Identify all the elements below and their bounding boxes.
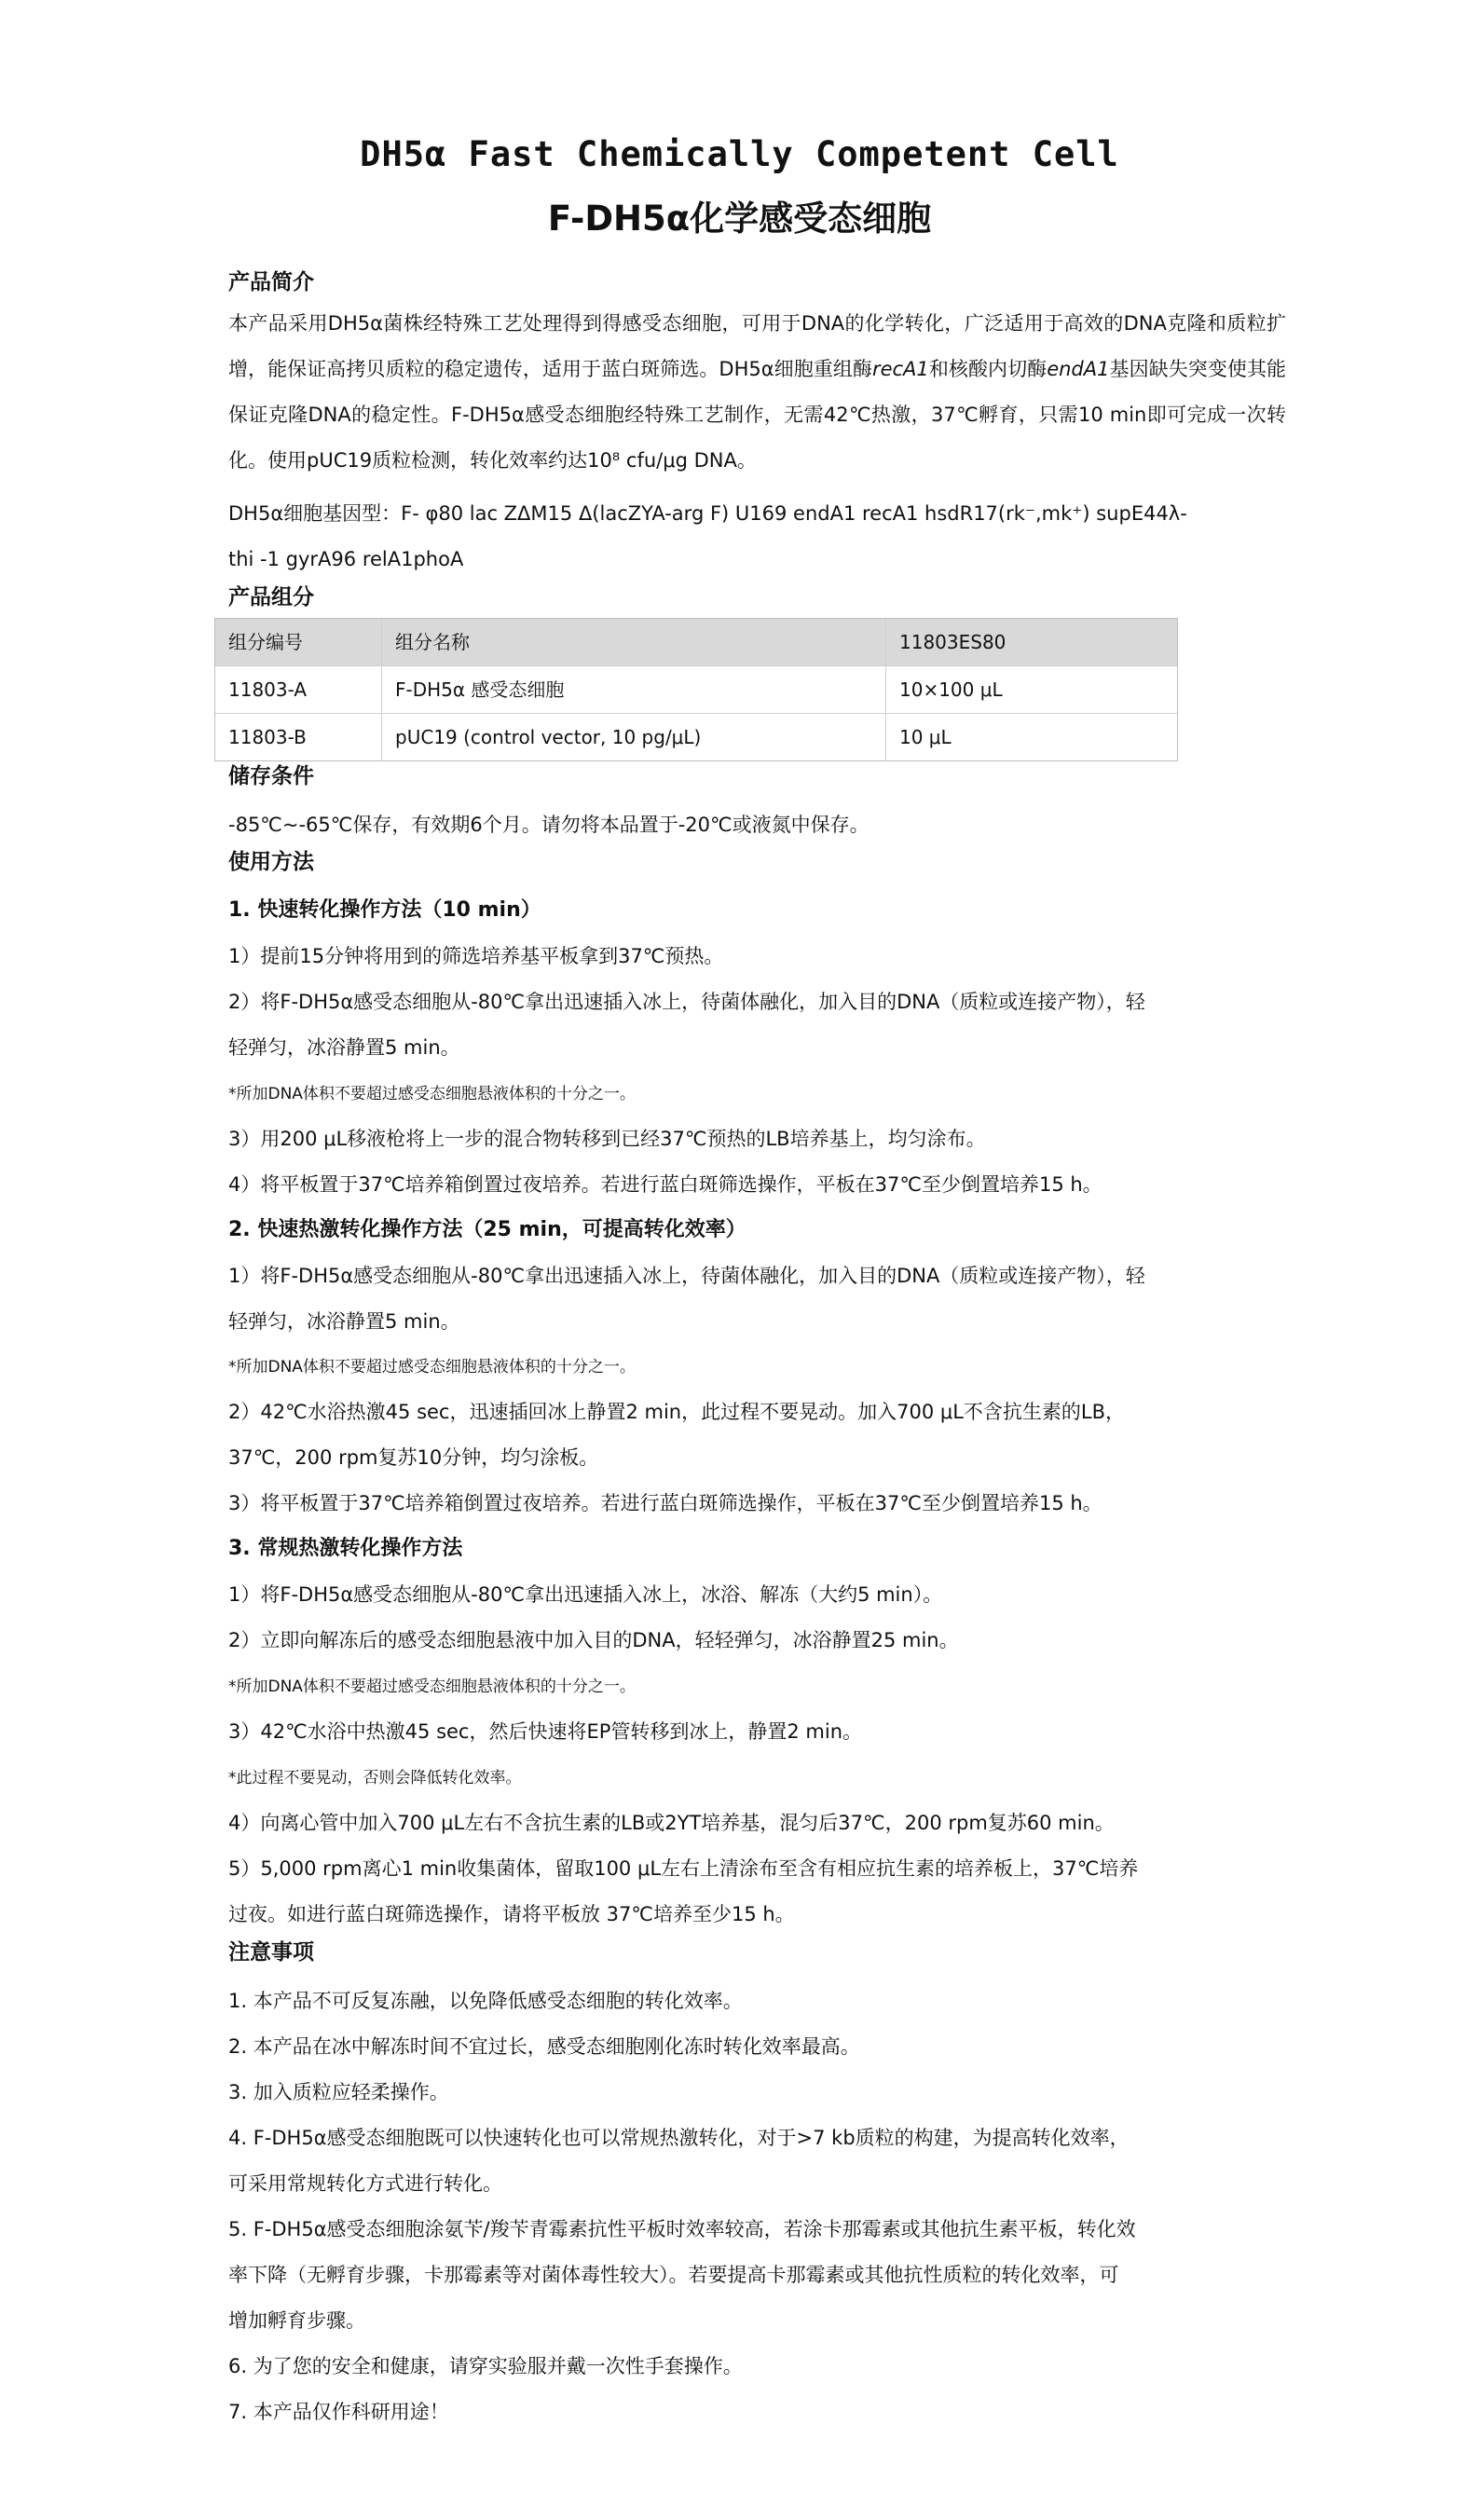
method-1-step-3: 3）用200 μL移液枪将上一步的混合物转移到已经37℃预热的LB培养基上，均匀涂布。: [228, 1128, 986, 1150]
note-item-5-cont-2: 增加孵育步骤。: [228, 2309, 365, 2332]
note-item-7: 7. 本产品仅作科研用途！: [228, 2401, 449, 2423]
method-3-title: 3. 常规热激转化操作方法: [228, 1537, 463, 1560]
note-item-2: 2. 本产品在冰中解冻时间不宜过长，感受态细胞刚化冻时转化效率最高。: [228, 2035, 860, 2058]
method-1-title: 1. 快速转化操作方法（10 min）: [228, 898, 541, 922]
method-3-note-1: *所加DNA体积不要超过感受态细胞悬液体积的十分之一。: [228, 1678, 636, 1696]
method-2-step-2: 2）42℃水浴热激45 sec，迅速插回冰上静置2 min，此过程不要晃动。加入700 μL不含抗生素的LB，: [228, 1401, 1126, 1423]
table-row: [215, 665, 1177, 713]
section-heading-components: 产品组分: [228, 585, 314, 609]
note-item-5: 5. F-DH5α感受态细胞涂氨苄/羧苄青霉素抗性平板时效率较高，若涂卡那霉素或其他抗生素平板，转化效: [228, 2218, 1136, 2240]
intro-text-3: 基因缺失突变使其能保证克隆DNA的稳定性。F-DH5α感受态细胞经特殊工艺制作，无需42℃热激，37℃孵育，只需10 min即可完成一次转化。使用pUC19质粒检测，转化效率约达10⁸ cfu/μg DNA。: [228, 358, 1287, 472]
method-1-step-1: 1）提前15分钟将用到的筛选培养基平板拿到37℃预热。: [228, 945, 724, 967]
note-item-3: 3. 加入质粒应轻柔操作。: [228, 2081, 449, 2103]
section-heading-usage: 使用方法: [228, 850, 314, 874]
method-3-step-2: 2）立即向解冻后的感受态细胞悬液中加入目的DNA，轻轻弹匀，冰浴静置25 min。: [228, 1629, 959, 1651]
gene-reca1: recA1: [871, 358, 929, 380]
method-2-step-2-cont: 37℃，200 rpm复苏10分钟，均匀涂板。: [228, 1446, 599, 1469]
gene-enda1: endA1: [1047, 358, 1110, 380]
table-cell: F-DH5α 感受态细胞: [381, 666, 885, 713]
method-2-step-1-cont: 轻弹匀，冰浴静置5 min。: [228, 1310, 460, 1333]
genotype-line-2: thi -1 gyrA96 relA1phoA: [228, 548, 464, 570]
method-1-step-4: 4）将平板置于37℃培养箱倒置过夜培养。若进行蓝白斑筛选操作，平板在37℃至少倒置培养15 h。: [228, 1173, 1102, 1196]
method-2-step-1: 1）将F-DH5α感受态细胞从-80℃拿出迅速插入冰上，待菌体融化，加入目的DNA（质粒或连接产物），轻: [228, 1265, 1145, 1287]
title-english: DH5α Fast Chemically Competent Cell: [360, 134, 1119, 174]
method-1-step-2-cont: 轻弹匀，冰浴静置5 min。: [228, 1036, 460, 1059]
intro-paragraph: [228, 301, 1286, 484]
section-heading-intro: 产品简介: [228, 270, 314, 294]
note-item-6: 6. 为了您的安全和健康，请穿实验服并戴一次性手套操作。: [228, 2355, 743, 2377]
table-header-row: [215, 619, 1177, 665]
method-3-step-5: 5）5,000 rpm离心1 min收集菌体，留取100 μL左右上清涂布至含有相应抗生素的培养板上，37℃培养: [228, 1857, 1139, 1880]
table-header-cell: 组分名称: [381, 619, 885, 665]
table-cell: pUC19 (control vector, 10 pg/μL): [381, 714, 885, 760]
intro-text-2: 和核酸内切酶: [928, 358, 1048, 380]
method-3-step-5-cont: 过夜。如进行蓝白斑筛选操作，请将平板放 37℃培养至少15 h。: [228, 1903, 795, 1925]
method-3-step-3: 3）42℃水浴中热激45 sec，然后快速将EP管转移到冰上，静置2 min。: [228, 1720, 863, 1743]
note-item-5-cont: 率下降（无孵育步骤，卡那霉素等对菌体毒性较大）。若要提高卡那霉素或其他抗性质粒的转化效率，可: [228, 2264, 1119, 2286]
method-1-step-2: 2）将F-DH5α感受态细胞从-80℃拿出迅速插入冰上，待菌体融化，加入目的DNA（质粒或连接产物），轻: [228, 991, 1145, 1013]
genotype-line-1: DH5α细胞基因型：F- φ80 lac ZΔM15 Δ(lacZYA-arg F) U169 endA1 recA1 hsdR17(rk⁻,mk⁺) supE44λ-: [228, 502, 1187, 525]
storage-text: -85℃~-65℃保存，有效期6个月。请勿将本品置于-20℃或液氮中保存。: [228, 814, 870, 836]
table-cell: 10 μL: [885, 714, 1177, 760]
section-heading-notes: 注意事项: [228, 1940, 314, 1965]
method-2-title: 2. 快速热激转化操作方法（25 min，可提高转化效率）: [228, 1218, 746, 1241]
note-item-4-cont: 可采用常规转化方式进行转化。: [228, 2172, 502, 2195]
intro-text-1: 本产品采用DH5α菌株经特殊工艺处理得到得感受态细胞，可用于DNA的化学转化，广泛适用于高效的DNA克隆和质粒扩增，能保证高拷贝质粒的稳定遗传，适用于蓝白斑筛选。DH5α细胞重组酶: [228, 312, 1286, 380]
table-cell: 10×100 μL: [885, 666, 1177, 713]
method-2-step-3: 3）将平板置于37℃培养箱倒置过夜培养。若进行蓝白斑筛选操作，平板在37℃至少倒置培养15 h。: [228, 1492, 1102, 1514]
method-2-note: *所加DNA体积不要超过感受态细胞悬液体积的十分之一。: [228, 1358, 636, 1376]
table-cell: 11803-A: [228, 678, 308, 701]
method-3-step-1: 1）将F-DH5α感受态细胞从-80℃拿出迅速插入冰上，冰浴、解冻（大约5 min）。: [228, 1583, 943, 1606]
table-cell: 11803-B: [228, 726, 307, 748]
method-3-note-2: *此过程不要晃动，否则会降低转化效率。: [228, 1769, 522, 1787]
section-heading-storage: 储存条件: [228, 764, 314, 788]
table-header-cell: 组分编号: [228, 631, 303, 653]
method-3-step-4: 4）向离心管中加入700 μL左右不含抗生素的LB或2YT培养基，混匀后37℃，200 rpm复苏60 min。: [228, 1812, 1115, 1834]
components-table: [214, 618, 1178, 761]
table-row: [215, 713, 1177, 760]
table-header-cell: 11803ES80: [885, 619, 1177, 665]
note-item-4: 4. F-DH5α感受态细胞既可以快速转化也可以常规热激转化，对于>7 kb质粒的构建，为提高转化效率，: [228, 2127, 1130, 2149]
method-1-note: *所加DNA体积不要超过感受态细胞悬液体积的十分之一。: [228, 1085, 636, 1103]
title-chinese: F-DH5α化学感受态细胞: [547, 199, 932, 239]
note-item-1: 1. 本产品不可反复冻融，以免降低感受态细胞的转化效率。: [228, 1990, 743, 2012]
